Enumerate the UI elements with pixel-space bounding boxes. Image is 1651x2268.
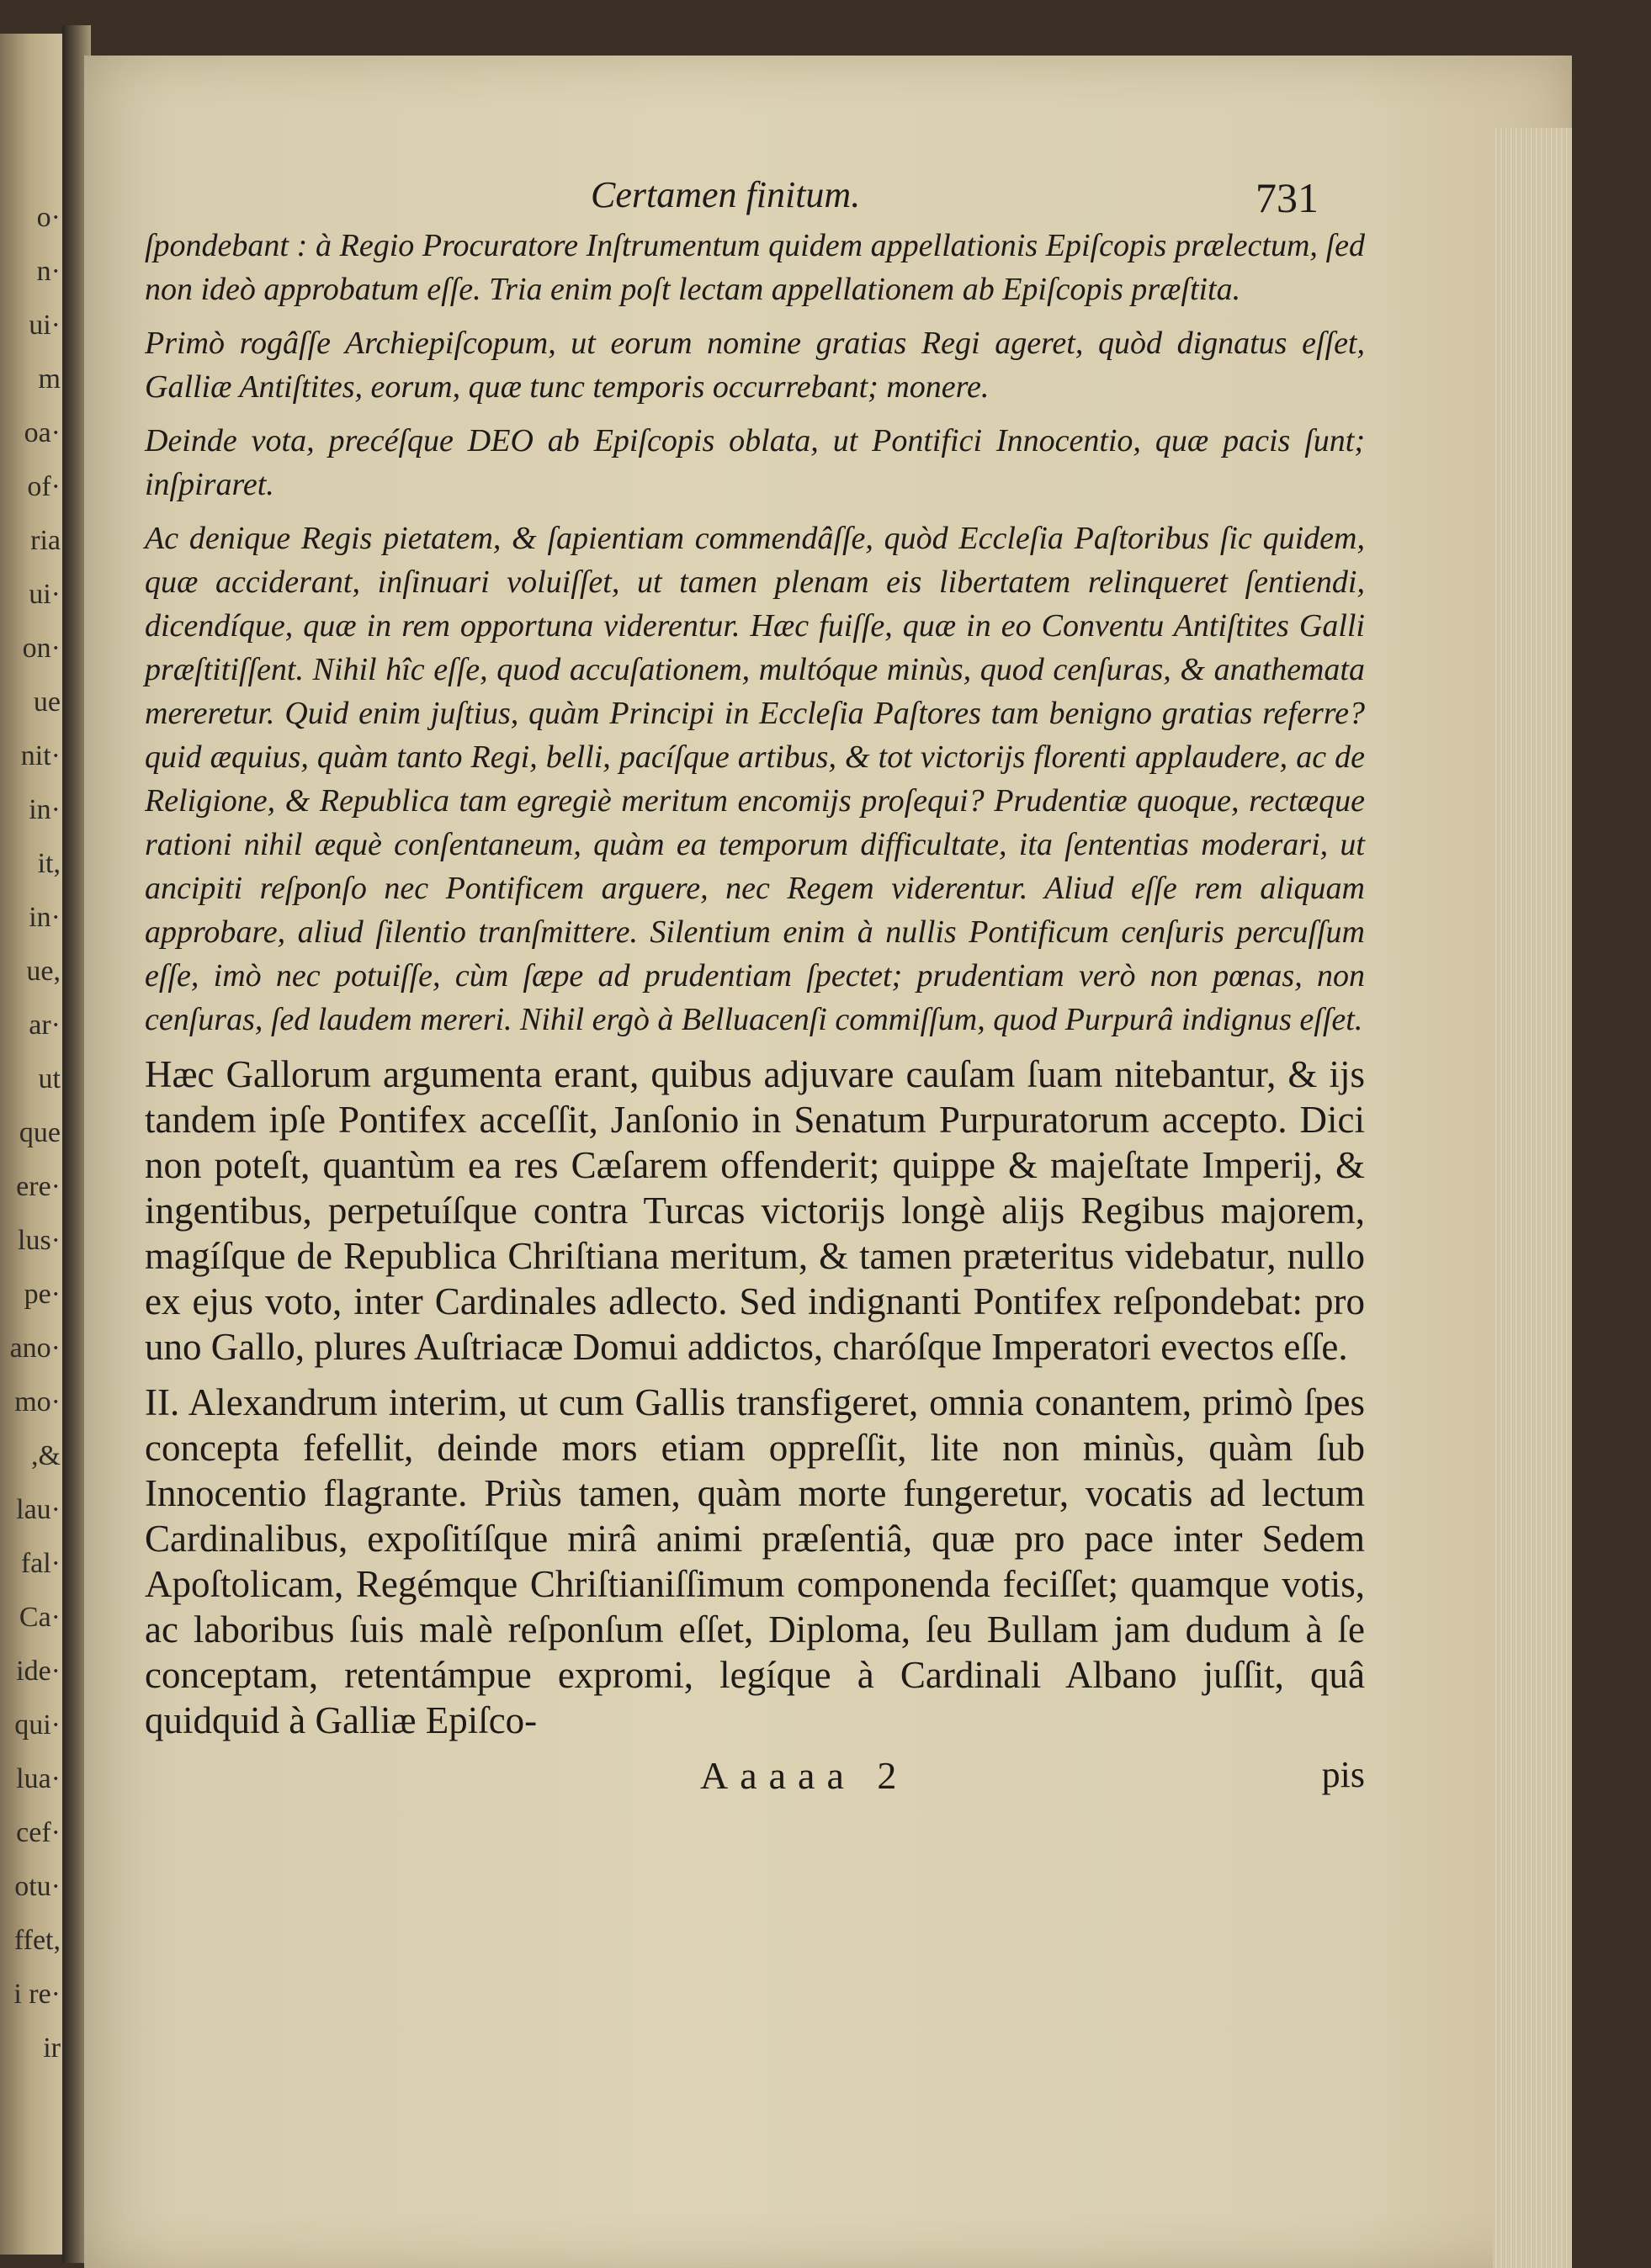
facing-page-fragment: n·	[36, 256, 61, 287]
book-page	[84, 56, 1572, 2268]
page-number: 731	[1256, 174, 1319, 221]
facing-page-fragment: pe·	[24, 1279, 61, 1310]
facing-page-fragment: ffet,	[13, 1925, 61, 1956]
facing-page-fragment: i re·	[13, 1979, 61, 2010]
facing-page-fragment: it,	[37, 848, 61, 879]
facing-page-fragment: ar·	[29, 1009, 61, 1041]
facing-page-fragment: ere·	[16, 1171, 61, 1202]
facing-page-fragment: cef·	[16, 1817, 61, 1848]
page-edges	[1493, 128, 1572, 2268]
facing-page-fragment: ui·	[29, 310, 61, 341]
facing-page-fragment: o·	[36, 202, 61, 233]
paragraph-procurator: ſpondebant : à Regio Procuratore Inſtrumentum quidem appellationis Epiſcopis prælectum, ſed non ideò approbatum eſſe. Tria enim poſt lectam appellationem ab Epiſcopis præſtita.	[145, 228, 1365, 307]
facing-page-fragment: lua·	[16, 1763, 61, 1794]
facing-page-fragment: fal·	[20, 1548, 61, 1579]
facing-page-edge	[0, 34, 66, 2255]
running-head	[145, 148, 1365, 224]
facing-page-fragment: oa·	[24, 417, 61, 448]
facing-page-fragment: mo·	[14, 1386, 61, 1418]
facing-page-fragment: ui·	[29, 579, 61, 610]
facing-page-fragment: ria	[30, 525, 61, 556]
paragraph-alexandrum: II. Alexandrum interim, ut cum Gallis transfigeret, omnia conantem, primò ſpes concepta fefellit, deinde mors etiam oppreſſit, lite non minùs, quàm ſub Innocentio flagrante. Priùs tamen, quàm morte fungeretur, vocatis ad lectum Cardinalibus, expoſitíſque mirâ animi præſentiâ, quæ pro pace inter Sedem Apoſtolicam, Regémque Chriſtianiſſimum componenda feciſſet; quamque votis, ac laboribus ſuis malè reſponſum eſſet, Diploma, ſeu Bullam jam dudum à ſe conceptam, retentámpue expromi, legíque à Cardinali Albano juſſit, quâ quidquid à Galliæ Epiſco-	[145, 1381, 1365, 1741]
paragraph-ac-denique: Ac denique Regis pietatem, & ſapientiam commendâſſe, quòd Eccleſia Paſtoribus ſic quidem, quæ acciderant, inſinuari voluiſſet, ut tamen plenam eis libertatem relinqueret ſentiendi, dicendíque, quæ in rem opportuna viderentur. Hæc fuiſſe, quæ in eo Conventu Antiſtites Galli præſtitiſſent. Nihil hîc eſſe, quod accuſationem, multóque minùs, quod cenſuras, & anathemata mereretur. Quid enim juſtius, quàm Principi in Eccleſia Paſtores tam benigno gratias referre? quid æquius, quàm tanto Regi, belli, pacíſque artibus, & tot victorijs florenti applaudere, ac de Religione, & Republica tam egregiè meritum encomijs proſequi? Prudentiæ quoque, rectæque rationi nihil æquè conſentaneum, quàm ea temporum difficultate, ita ſententias moderari, ut ancipiti reſponſo nec Pontificem arguere, nec Regem viderentur. Aliud eſſe rem aliquam approbare, aliud ſilentio tranſmittere. Silentium enim à nullis Pontificum cenſuris percuſſum eſſe, imò nec potuiſſe, cùm ſæpe ad prudentiam ſpectet; prudentiam verò non pœnas, non cenſuras, ſed laudem mereri. Nihil ergò à Belluacenſi commiſſum, quod Purpurâ indignus eſſet.	[145, 521, 1365, 1037]
facing-page-fragment: ano·	[9, 1333, 61, 1364]
facing-page-fragment: lus·	[18, 1225, 61, 1256]
facing-page-fragment: in·	[29, 794, 61, 825]
running-title: Certamen finitum.	[591, 174, 861, 215]
facing-page-fragment: que	[19, 1117, 61, 1148]
facing-page-fragment: ue,	[26, 956, 61, 987]
text-block	[145, 148, 1365, 1812]
facing-page-fragment: ,&	[31, 1440, 61, 1471]
catchword: pis	[1321, 1754, 1365, 1795]
facing-page-fragment: qui·	[14, 1709, 61, 1741]
facing-page-fragment: Ca·	[19, 1602, 61, 1633]
facing-page-fragment: on·	[22, 633, 61, 664]
paragraph-gallorum-argumenta: Hæc Gallorum argumenta erant, quibus adjuvare cauſam ſuam nitebantur, & ijs tandem ipſe Pontifex acceſſit, Janſonio in Senatum Purpuratorum accepto. Dici non poteſt, quantùm ea res Cæſarem offenderit; quippe & majeſtate Imperij, & ingentibus, perpetuíſque contra Turcas victorijs longè alijs Regibus majorem, magíſque de Republica Chriſtiana meritum, & tamen præteritus videbatur, nullo ex ejus voto, inter Cardinales adlecto. Sed indignanti Pontifex reſpondebat: pro uno Gallo, plures Auſtriacæ Domui addictos, charóſque Imperatori evectos eſſe.	[145, 1053, 1365, 1368]
page-footer	[145, 1753, 1365, 1812]
paragraph-deinde: Deinde vota, precéſque DEO ab Epiſcopis oblata, ut Pontifici Innocentio, quæ pacis ſunt; inſpiraret.	[145, 423, 1365, 502]
signature-mark: Aaaaa 2	[700, 1754, 909, 1797]
facing-page-fragment: ide·	[16, 1656, 61, 1687]
facing-page-fragment: in·	[29, 902, 61, 933]
facing-page-fragment: ut	[38, 1063, 61, 1094]
paragraph-primo: Primò rogâſſe Archiepiſcopum, ut eorum nomine gratias Regi ageret, quòd dignatus eſſet, Galliæ Antiſtites, eorum, quæ tunc temporis occurrebant; monere.	[145, 326, 1365, 405]
facing-page-fragment: m	[38, 363, 61, 395]
facing-page-fragment: ue	[33, 686, 61, 718]
facing-page-fragment: ir	[43, 2032, 61, 2064]
facing-page-fragment: nit·	[20, 740, 61, 771]
facing-page-fragment: lau·	[16, 1494, 61, 1525]
facing-page-fragment: otu·	[14, 1871, 61, 1902]
facing-page-fragment: of·	[27, 471, 61, 502]
